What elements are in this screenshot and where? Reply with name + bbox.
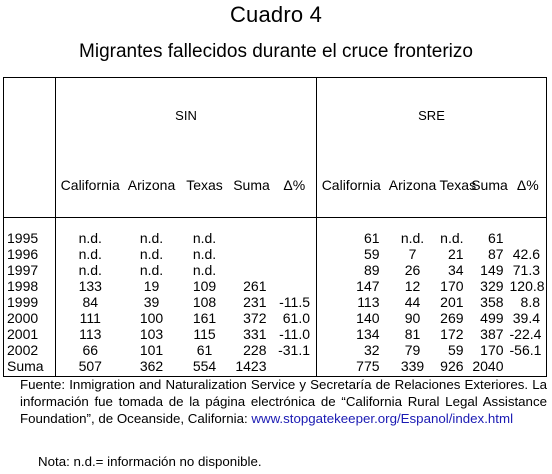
table-cell: 59 bbox=[447, 342, 464, 358]
table-cell: 231 bbox=[243, 294, 267, 310]
table-cell: 140 bbox=[317, 310, 386, 326]
row-label: 2000 bbox=[4, 310, 56, 326]
table-title: Migrantes fallecidos durante el cruce fronterizo bbox=[79, 41, 473, 62]
table-cell bbox=[231, 218, 273, 247]
table-cell: n.d. bbox=[56, 246, 125, 262]
table-cell: n.d. bbox=[139, 246, 164, 262]
table-cell: 161 bbox=[192, 310, 217, 326]
row-label: 2002 bbox=[4, 342, 56, 358]
table-cell bbox=[273, 262, 317, 278]
table-cell: 926 bbox=[440, 358, 470, 377]
group-header-sin: SIN bbox=[56, 78, 317, 153]
table-cell: n.d. bbox=[139, 230, 164, 246]
migrants-table bbox=[3, 77, 547, 377]
table-cell: 81 bbox=[404, 326, 421, 342]
table-cell: 147 bbox=[317, 278, 386, 294]
table-cell: 12 bbox=[404, 278, 421, 294]
col-header-sre-texas: Texas bbox=[440, 152, 470, 218]
table-cell: 507 bbox=[56, 358, 125, 377]
table-cell bbox=[510, 218, 547, 247]
table-cell bbox=[273, 218, 317, 247]
table-row bbox=[4, 278, 547, 294]
table-cell: 7 bbox=[408, 246, 417, 262]
row-label: Suma bbox=[4, 358, 56, 377]
col-header-sin-suma: Suma bbox=[231, 152, 273, 218]
column-header-row bbox=[4, 152, 547, 218]
table-cell: 42.6 bbox=[510, 246, 547, 262]
table-cell: 120.8 bbox=[509, 278, 545, 294]
table-cell: 133 bbox=[56, 278, 125, 294]
footnote: Nota: n.d.= información no disponible. bbox=[38, 454, 262, 469]
table-cell: 113 bbox=[317, 294, 386, 310]
row-label: 1995 bbox=[4, 218, 56, 247]
table-cell: 90 bbox=[404, 310, 421, 326]
table-cell bbox=[273, 358, 317, 377]
table-cell: -11.5 bbox=[279, 294, 311, 310]
col-header-sin-california: California bbox=[56, 152, 125, 218]
table-row bbox=[4, 358, 547, 377]
table-cell: 1423 bbox=[231, 358, 273, 377]
table-cell: 149 bbox=[480, 262, 504, 278]
table-cell: 34 bbox=[447, 262, 464, 278]
col-header-sre-suma: Suma bbox=[470, 152, 510, 218]
col-header-sin-texas: Texas bbox=[179, 152, 231, 218]
table-cell: -31.1 bbox=[278, 342, 311, 358]
table-cell: 66 bbox=[56, 342, 125, 358]
table-cell: n.d. bbox=[192, 230, 217, 246]
table-cell: 84 bbox=[56, 294, 125, 310]
table-cell: 228 bbox=[243, 342, 267, 358]
row-label: 2001 bbox=[4, 326, 56, 342]
table-cell: n.d. bbox=[139, 262, 164, 278]
table-row bbox=[4, 246, 547, 262]
table-cell: n.d. bbox=[192, 262, 217, 278]
table-cell: 362 bbox=[125, 358, 179, 377]
table-cell: 339 bbox=[386, 358, 440, 377]
table-cell: 775 bbox=[317, 358, 386, 377]
table-row bbox=[4, 262, 547, 278]
table-cell: 372 bbox=[243, 310, 267, 326]
table-row bbox=[4, 326, 547, 342]
table-cell: 261 bbox=[243, 278, 267, 294]
table-cell: 269 bbox=[440, 310, 464, 326]
table-cell: 61 bbox=[317, 218, 386, 247]
table-cell: 19 bbox=[143, 278, 160, 294]
table-cell: 100 bbox=[139, 310, 164, 326]
table-cell: 59 bbox=[317, 246, 386, 262]
table-cell: 61.0 bbox=[282, 310, 311, 326]
table-cell bbox=[510, 358, 547, 377]
table-cell: 201 bbox=[440, 294, 464, 310]
table-cell: n.d. bbox=[56, 262, 125, 278]
table-cell: 113 bbox=[56, 326, 125, 342]
table-cell: 172 bbox=[440, 326, 464, 342]
table-cell bbox=[231, 246, 273, 262]
table-cell bbox=[231, 262, 273, 278]
table-cell: n.d. bbox=[440, 230, 464, 246]
table-cell bbox=[273, 278, 317, 294]
table-row bbox=[4, 218, 547, 247]
table-body bbox=[4, 218, 547, 377]
row-label: 1997 bbox=[4, 262, 56, 278]
table-cell: n.d. bbox=[56, 218, 125, 247]
stub-header bbox=[4, 78, 56, 153]
source-text: Fuente: Inmigration and Naturalization Service y Secretaría de Relaciones Exteriores. La información fue tomada de la página electrónica de “California Rural Legal Assistance Foundation”, de Oceanside, California: bbox=[20, 377, 547, 426]
table-row bbox=[4, 294, 547, 310]
table-cell: 26 bbox=[404, 262, 421, 278]
table-cell: 44 bbox=[404, 294, 421, 310]
table-cell: 170 bbox=[480, 342, 504, 358]
table-cell: 134 bbox=[317, 326, 386, 342]
table-cell: -56.1 bbox=[510, 342, 547, 358]
col-header-sre-delta: Δ% bbox=[510, 152, 547, 218]
table-cell: 499 bbox=[480, 310, 504, 326]
table-cell: 170 bbox=[440, 278, 464, 294]
table-cell: 108 bbox=[192, 294, 217, 310]
table-cell: 358 bbox=[480, 294, 504, 310]
table-cell: -22.4 bbox=[510, 326, 547, 342]
table-cell: 61 bbox=[487, 230, 504, 246]
table-row bbox=[4, 310, 547, 326]
table-cell: 331 bbox=[243, 326, 267, 342]
table-cell: 101 bbox=[139, 342, 164, 358]
table-caption: Cuadro 4 bbox=[229, 2, 323, 27]
group-header-sre: SRE bbox=[317, 78, 547, 153]
table-cell: 8.8 bbox=[510, 294, 547, 310]
table-cell: 329 bbox=[480, 278, 504, 294]
table-cell: 111 bbox=[56, 310, 125, 326]
row-label: 1998 bbox=[4, 278, 56, 294]
col-header-sin-arizona: Arizona bbox=[125, 152, 179, 218]
table-cell: 79 bbox=[404, 342, 421, 358]
table-cell: n.d. bbox=[192, 246, 217, 262]
row-label: 1996 bbox=[4, 246, 56, 262]
table-cell: 32 bbox=[317, 342, 386, 358]
col-header-sre-california: California bbox=[317, 152, 386, 218]
table-cell: -11.0 bbox=[279, 326, 311, 342]
table-cell: 109 bbox=[192, 278, 217, 294]
stub-header bbox=[4, 152, 56, 218]
col-header-sre-arizona: Arizona bbox=[386, 152, 440, 218]
table-cell: 87 bbox=[487, 246, 504, 262]
col-header-sin-delta: Δ% bbox=[273, 152, 317, 218]
table-cell: 2040 bbox=[470, 358, 510, 377]
table-cell: 39 bbox=[143, 294, 160, 310]
table-cell bbox=[273, 246, 317, 262]
table-cell: 89 bbox=[317, 262, 386, 278]
table-cell: 115 bbox=[193, 326, 216, 342]
table-cell: 387 bbox=[480, 326, 504, 342]
row-label: 1999 bbox=[4, 294, 56, 310]
source-link[interactable]: www.stopgatekeeper.org/Espanol/index.html bbox=[251, 411, 514, 426]
table-cell: 103 bbox=[139, 326, 164, 342]
table-cell: 39.4 bbox=[510, 310, 547, 326]
table-cell: 61 bbox=[196, 342, 213, 358]
table-cell: 554 bbox=[179, 358, 231, 377]
source-note bbox=[20, 376, 547, 427]
table-row bbox=[4, 342, 547, 358]
table-cell: 21 bbox=[447, 246, 464, 262]
table-cell: 71.3 bbox=[510, 262, 547, 278]
group-header-row bbox=[4, 78, 547, 153]
table-cell: n.d. bbox=[400, 230, 425, 246]
